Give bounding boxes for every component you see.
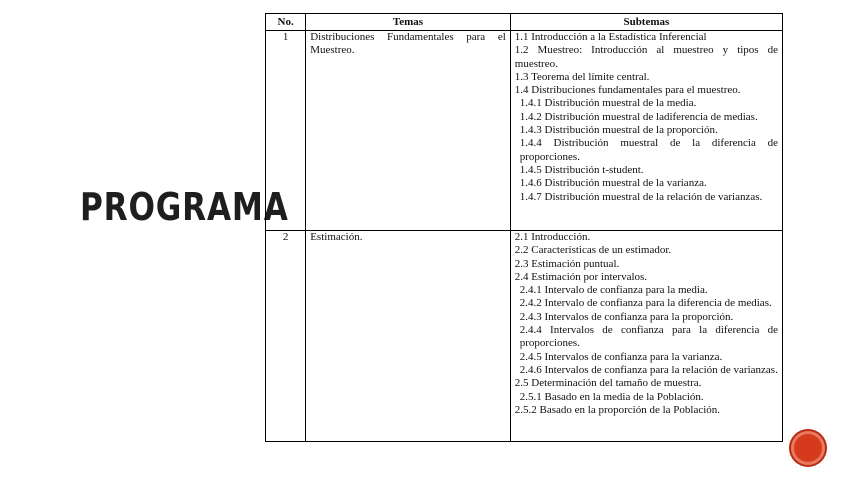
subtema-item: 1.4.6 Distribución muestral de la varianza. xyxy=(519,177,707,190)
header-no: No. xyxy=(266,14,306,31)
subtema-item: 1.2 Muestreo: Introducción al muestreo y tipos de muestreo. xyxy=(514,44,778,70)
slide-title: PROGRAMA xyxy=(80,185,289,229)
subtema-item: 1.1 Introducción a la Estadística Inferencial xyxy=(514,31,707,43)
table-header-row xyxy=(266,14,783,31)
subtema-item: 2.5.1 Basado en la media de la Población. xyxy=(519,390,704,403)
header-subtemas: Subtemas xyxy=(510,14,782,31)
subtema-item: 1.4 Distribuciones fundamentales para el muestreo. xyxy=(514,84,741,97)
subtema-item: 2.4.1 Intervalo de confianza para la media. xyxy=(519,284,708,297)
subtema-item: 2.5 Determinación del tamaño de muestra. xyxy=(514,377,702,390)
subtema-item: 2.4.2 Intervalo de confianza para la diferencia de medias. xyxy=(519,297,772,310)
subtema-item: 2.4.3 Intervalos de confianza para la proporción. xyxy=(519,310,734,323)
subtema-item: 2.4.4 Intervalos de confianza para la diferencia de proporciones. xyxy=(519,324,778,350)
row-tema: Distribuciones Fundamentales para el Muestreo. xyxy=(306,31,511,231)
subtema-item: 2.4.6 Intervalos de confianza para la relación de varianzas. xyxy=(519,363,778,376)
subtema-item: 1.4.3 Distribución muestral de la proporción. xyxy=(519,124,718,137)
subtema-item: 1.4.4 Distribución muestral de la diferencia de proporciones. xyxy=(519,137,778,163)
subtema-item: 2.1 Introducción. xyxy=(514,231,591,243)
subtema-item: 2.4.5 Intervalos de confianza para la varianza. xyxy=(519,350,723,363)
subtema-item: 1.4.5 Distribución t-student. xyxy=(519,163,644,176)
row-tema: Estimación. xyxy=(306,231,511,442)
row-number: 2 xyxy=(266,231,306,442)
subtema-item: 1.3 Teorema del límite central. xyxy=(514,70,650,83)
red-circle-badge xyxy=(791,431,825,465)
table-row xyxy=(266,31,783,231)
subtema-item: 1.4.2 Distribución muestral de ladiferencia de medias. xyxy=(519,110,758,123)
row-subtemas xyxy=(510,31,782,231)
subtema-item: 1.4.1 Distribución muestral de la media. xyxy=(519,97,697,110)
row-number: 1 xyxy=(266,31,306,231)
subtema-item: 1.4.7 Distribución muestral de la relación de varianzas. xyxy=(519,190,763,203)
row-subtemas xyxy=(510,231,782,442)
subtema-item: 2.2 Características de un estimador. xyxy=(514,244,672,257)
header-temas: Temas xyxy=(306,14,511,31)
program-table xyxy=(265,13,783,442)
subtema-item: 2.5.2 Basado en la proporción de la Población. xyxy=(514,403,721,416)
subtema-item: 2.4 Estimación por intervalos. xyxy=(514,270,648,283)
table-row xyxy=(266,231,783,442)
subtema-item: 2.3 Estimación puntual. xyxy=(514,257,620,270)
